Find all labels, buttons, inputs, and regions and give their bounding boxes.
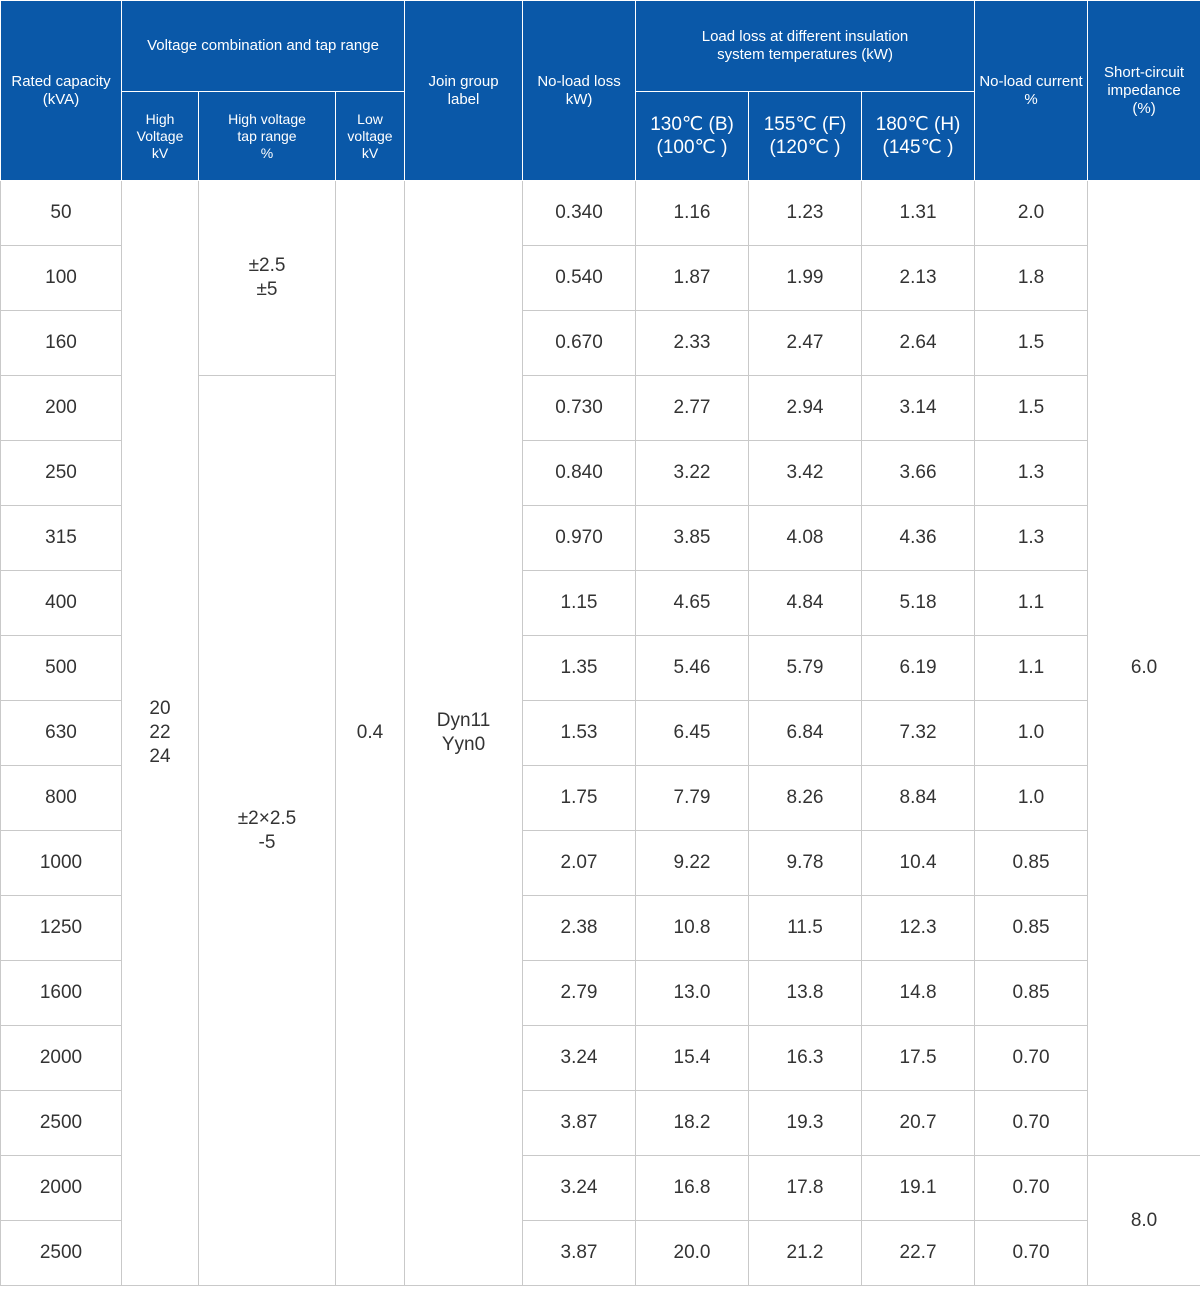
cell-load-loss-h: 1.31 — [862, 181, 975, 246]
table-row — [1, 181, 1200, 246]
header-temp-b: 130℃ (B) (100℃ ) — [636, 92, 749, 181]
cell-no-load-current: 1.3 — [975, 441, 1088, 506]
header-load-loss: Load loss at different insulation system temperatures (kW) — [636, 1, 975, 92]
cell-rated-capacity: 2500 — [1, 1221, 122, 1286]
cell-load-loss-b: 1.16 — [636, 181, 749, 246]
cell-no-load-current: 1.1 — [975, 636, 1088, 701]
cell-no-load-loss: 2.79 — [523, 961, 636, 1026]
cell-load-loss-h: 20.7 — [862, 1091, 975, 1156]
cell-no-load-current: 1.0 — [975, 701, 1088, 766]
cell-no-load-current: 0.70 — [975, 1026, 1088, 1091]
cell-impedance: 8.0 — [1088, 1156, 1200, 1286]
header-temp-h: 180℃ (H) (145℃ ) — [862, 92, 975, 181]
cell-no-load-loss: 1.15 — [523, 571, 636, 636]
cell-join-group: Dyn11 Yyn0 — [405, 181, 523, 1286]
cell-load-loss-h: 12.3 — [862, 896, 975, 961]
cell-tap-range: ±2×2.5 -5 — [199, 376, 336, 1286]
cell-no-load-loss: 2.07 — [523, 831, 636, 896]
cell-no-load-current: 1.1 — [975, 571, 1088, 636]
cell-load-loss-f: 17.8 — [749, 1156, 862, 1221]
cell-load-loss-f: 8.26 — [749, 766, 862, 831]
header-high-voltage-tap-range: High voltage tap range % — [199, 92, 336, 181]
cell-no-load-loss: 0.730 — [523, 376, 636, 441]
cell-load-loss-f: 19.3 — [749, 1091, 862, 1156]
cell-rated-capacity: 400 — [1, 571, 122, 636]
cell-no-load-loss: 2.38 — [523, 896, 636, 961]
cell-no-load-loss: 0.970 — [523, 506, 636, 571]
cell-load-loss-h: 17.5 — [862, 1026, 975, 1091]
table-body — [1, 181, 1200, 1286]
cell-no-load-loss: 0.540 — [523, 246, 636, 311]
cell-load-loss-f: 3.42 — [749, 441, 862, 506]
cell-load-loss-b: 13.0 — [636, 961, 749, 1026]
cell-no-load-current: 0.70 — [975, 1156, 1088, 1221]
cell-rated-capacity: 1250 — [1, 896, 122, 961]
header-no-load-loss: No-load loss kW) — [523, 1, 636, 181]
cell-load-loss-f: 4.84 — [749, 571, 862, 636]
cell-load-loss-h: 3.66 — [862, 441, 975, 506]
cell-load-loss-h: 6.19 — [862, 636, 975, 701]
cell-no-load-current: 1.3 — [975, 506, 1088, 571]
table-header — [1, 1, 1200, 181]
cell-no-load-loss: 3.87 — [523, 1221, 636, 1286]
cell-no-load-loss: 1.53 — [523, 701, 636, 766]
cell-rated-capacity: 1000 — [1, 831, 122, 896]
cell-load-loss-b: 6.45 — [636, 701, 749, 766]
cell-load-loss-f: 1.23 — [749, 181, 862, 246]
cell-no-load-loss: 0.340 — [523, 181, 636, 246]
header-short-circuit-impedance: Short-circuit impedance (%) — [1088, 1, 1200, 181]
cell-load-loss-f: 5.79 — [749, 636, 862, 701]
cell-load-loss-h: 5.18 — [862, 571, 975, 636]
cell-load-loss-f: 9.78 — [749, 831, 862, 896]
cell-no-load-loss: 0.840 — [523, 441, 636, 506]
cell-load-loss-f: 13.8 — [749, 961, 862, 1026]
cell-no-load-current: 0.85 — [975, 831, 1088, 896]
cell-load-loss-f: 11.5 — [749, 896, 862, 961]
cell-no-load-loss: 0.670 — [523, 311, 636, 376]
cell-load-loss-h: 7.32 — [862, 701, 975, 766]
header-low-voltage: Low voltage kV — [336, 92, 405, 181]
cell-load-loss-h: 8.84 — [862, 766, 975, 831]
cell-rated-capacity: 100 — [1, 246, 122, 311]
cell-load-loss-f: 2.94 — [749, 376, 862, 441]
cell-load-loss-b: 2.77 — [636, 376, 749, 441]
cell-no-load-loss: 3.87 — [523, 1091, 636, 1156]
cell-rated-capacity: 315 — [1, 506, 122, 571]
cell-load-loss-h: 22.7 — [862, 1221, 975, 1286]
cell-load-loss-b: 18.2 — [636, 1091, 749, 1156]
cell-no-load-loss: 3.24 — [523, 1156, 636, 1221]
cell-load-loss-f: 6.84 — [749, 701, 862, 766]
cell-load-loss-f: 1.99 — [749, 246, 862, 311]
cell-no-load-current: 2.0 — [975, 181, 1088, 246]
cell-load-loss-b: 5.46 — [636, 636, 749, 701]
header-join-group-label: Join group label — [405, 1, 523, 181]
cell-load-loss-b: 9.22 — [636, 831, 749, 896]
cell-load-loss-b: 4.65 — [636, 571, 749, 636]
cell-rated-capacity: 800 — [1, 766, 122, 831]
cell-load-loss-h: 10.4 — [862, 831, 975, 896]
cell-no-load-current: 1.8 — [975, 246, 1088, 311]
cell-no-load-loss: 1.75 — [523, 766, 636, 831]
header-rated-capacity: Rated capacity (kVA) — [1, 1, 122, 181]
cell-load-loss-b: 3.85 — [636, 506, 749, 571]
cell-no-load-loss: 3.24 — [523, 1026, 636, 1091]
cell-rated-capacity: 50 — [1, 181, 122, 246]
cell-rated-capacity: 2000 — [1, 1156, 122, 1221]
cell-no-load-current: 0.70 — [975, 1091, 1088, 1156]
cell-load-loss-h: 2.64 — [862, 311, 975, 376]
cell-no-load-current: 1.0 — [975, 766, 1088, 831]
cell-no-load-current: 1.5 — [975, 376, 1088, 441]
cell-rated-capacity: 2500 — [1, 1091, 122, 1156]
cell-low-voltage: 0.4 — [336, 181, 405, 1286]
header-temp-f: 155℃ (F) (120℃ ) — [749, 92, 862, 181]
cell-load-loss-f: 21.2 — [749, 1221, 862, 1286]
cell-load-loss-b: 2.33 — [636, 311, 749, 376]
cell-load-loss-b: 10.8 — [636, 896, 749, 961]
cell-load-loss-h: 14.8 — [862, 961, 975, 1026]
cell-load-loss-f: 16.3 — [749, 1026, 862, 1091]
cell-tap-range: ±2.5 ±5 — [199, 181, 336, 376]
cell-load-loss-f: 4.08 — [749, 506, 862, 571]
cell-rated-capacity: 160 — [1, 311, 122, 376]
cell-impedance: 6.0 — [1088, 181, 1200, 1156]
cell-high-voltage: 20 22 24 — [122, 181, 199, 1286]
cell-load-loss-h: 19.1 — [862, 1156, 975, 1221]
cell-rated-capacity: 1600 — [1, 961, 122, 1026]
cell-no-load-current: 0.85 — [975, 961, 1088, 1026]
cell-load-loss-f: 2.47 — [749, 311, 862, 376]
cell-no-load-current: 1.5 — [975, 311, 1088, 376]
cell-load-loss-h: 3.14 — [862, 376, 975, 441]
header-no-load-current: No-load current % — [975, 1, 1088, 181]
header-high-voltage: High Voltage kV — [122, 92, 199, 181]
cell-load-loss-b: 1.87 — [636, 246, 749, 311]
cell-load-loss-b: 3.22 — [636, 441, 749, 506]
cell-load-loss-h: 4.36 — [862, 506, 975, 571]
cell-rated-capacity: 200 — [1, 376, 122, 441]
cell-load-loss-h: 2.13 — [862, 246, 975, 311]
cell-no-load-current: 0.70 — [975, 1221, 1088, 1286]
cell-no-load-current: 0.85 — [975, 896, 1088, 961]
cell-load-loss-b: 15.4 — [636, 1026, 749, 1091]
cell-rated-capacity: 500 — [1, 636, 122, 701]
header-voltage-combination: Voltage combination and tap range — [122, 1, 405, 92]
cell-rated-capacity: 2000 — [1, 1026, 122, 1091]
cell-load-loss-b: 20.0 — [636, 1221, 749, 1286]
cell-no-load-loss: 1.35 — [523, 636, 636, 701]
cell-rated-capacity: 250 — [1, 441, 122, 506]
cell-load-loss-b: 7.79 — [636, 766, 749, 831]
cell-load-loss-b: 16.8 — [636, 1156, 749, 1221]
cell-rated-capacity: 630 — [1, 701, 122, 766]
